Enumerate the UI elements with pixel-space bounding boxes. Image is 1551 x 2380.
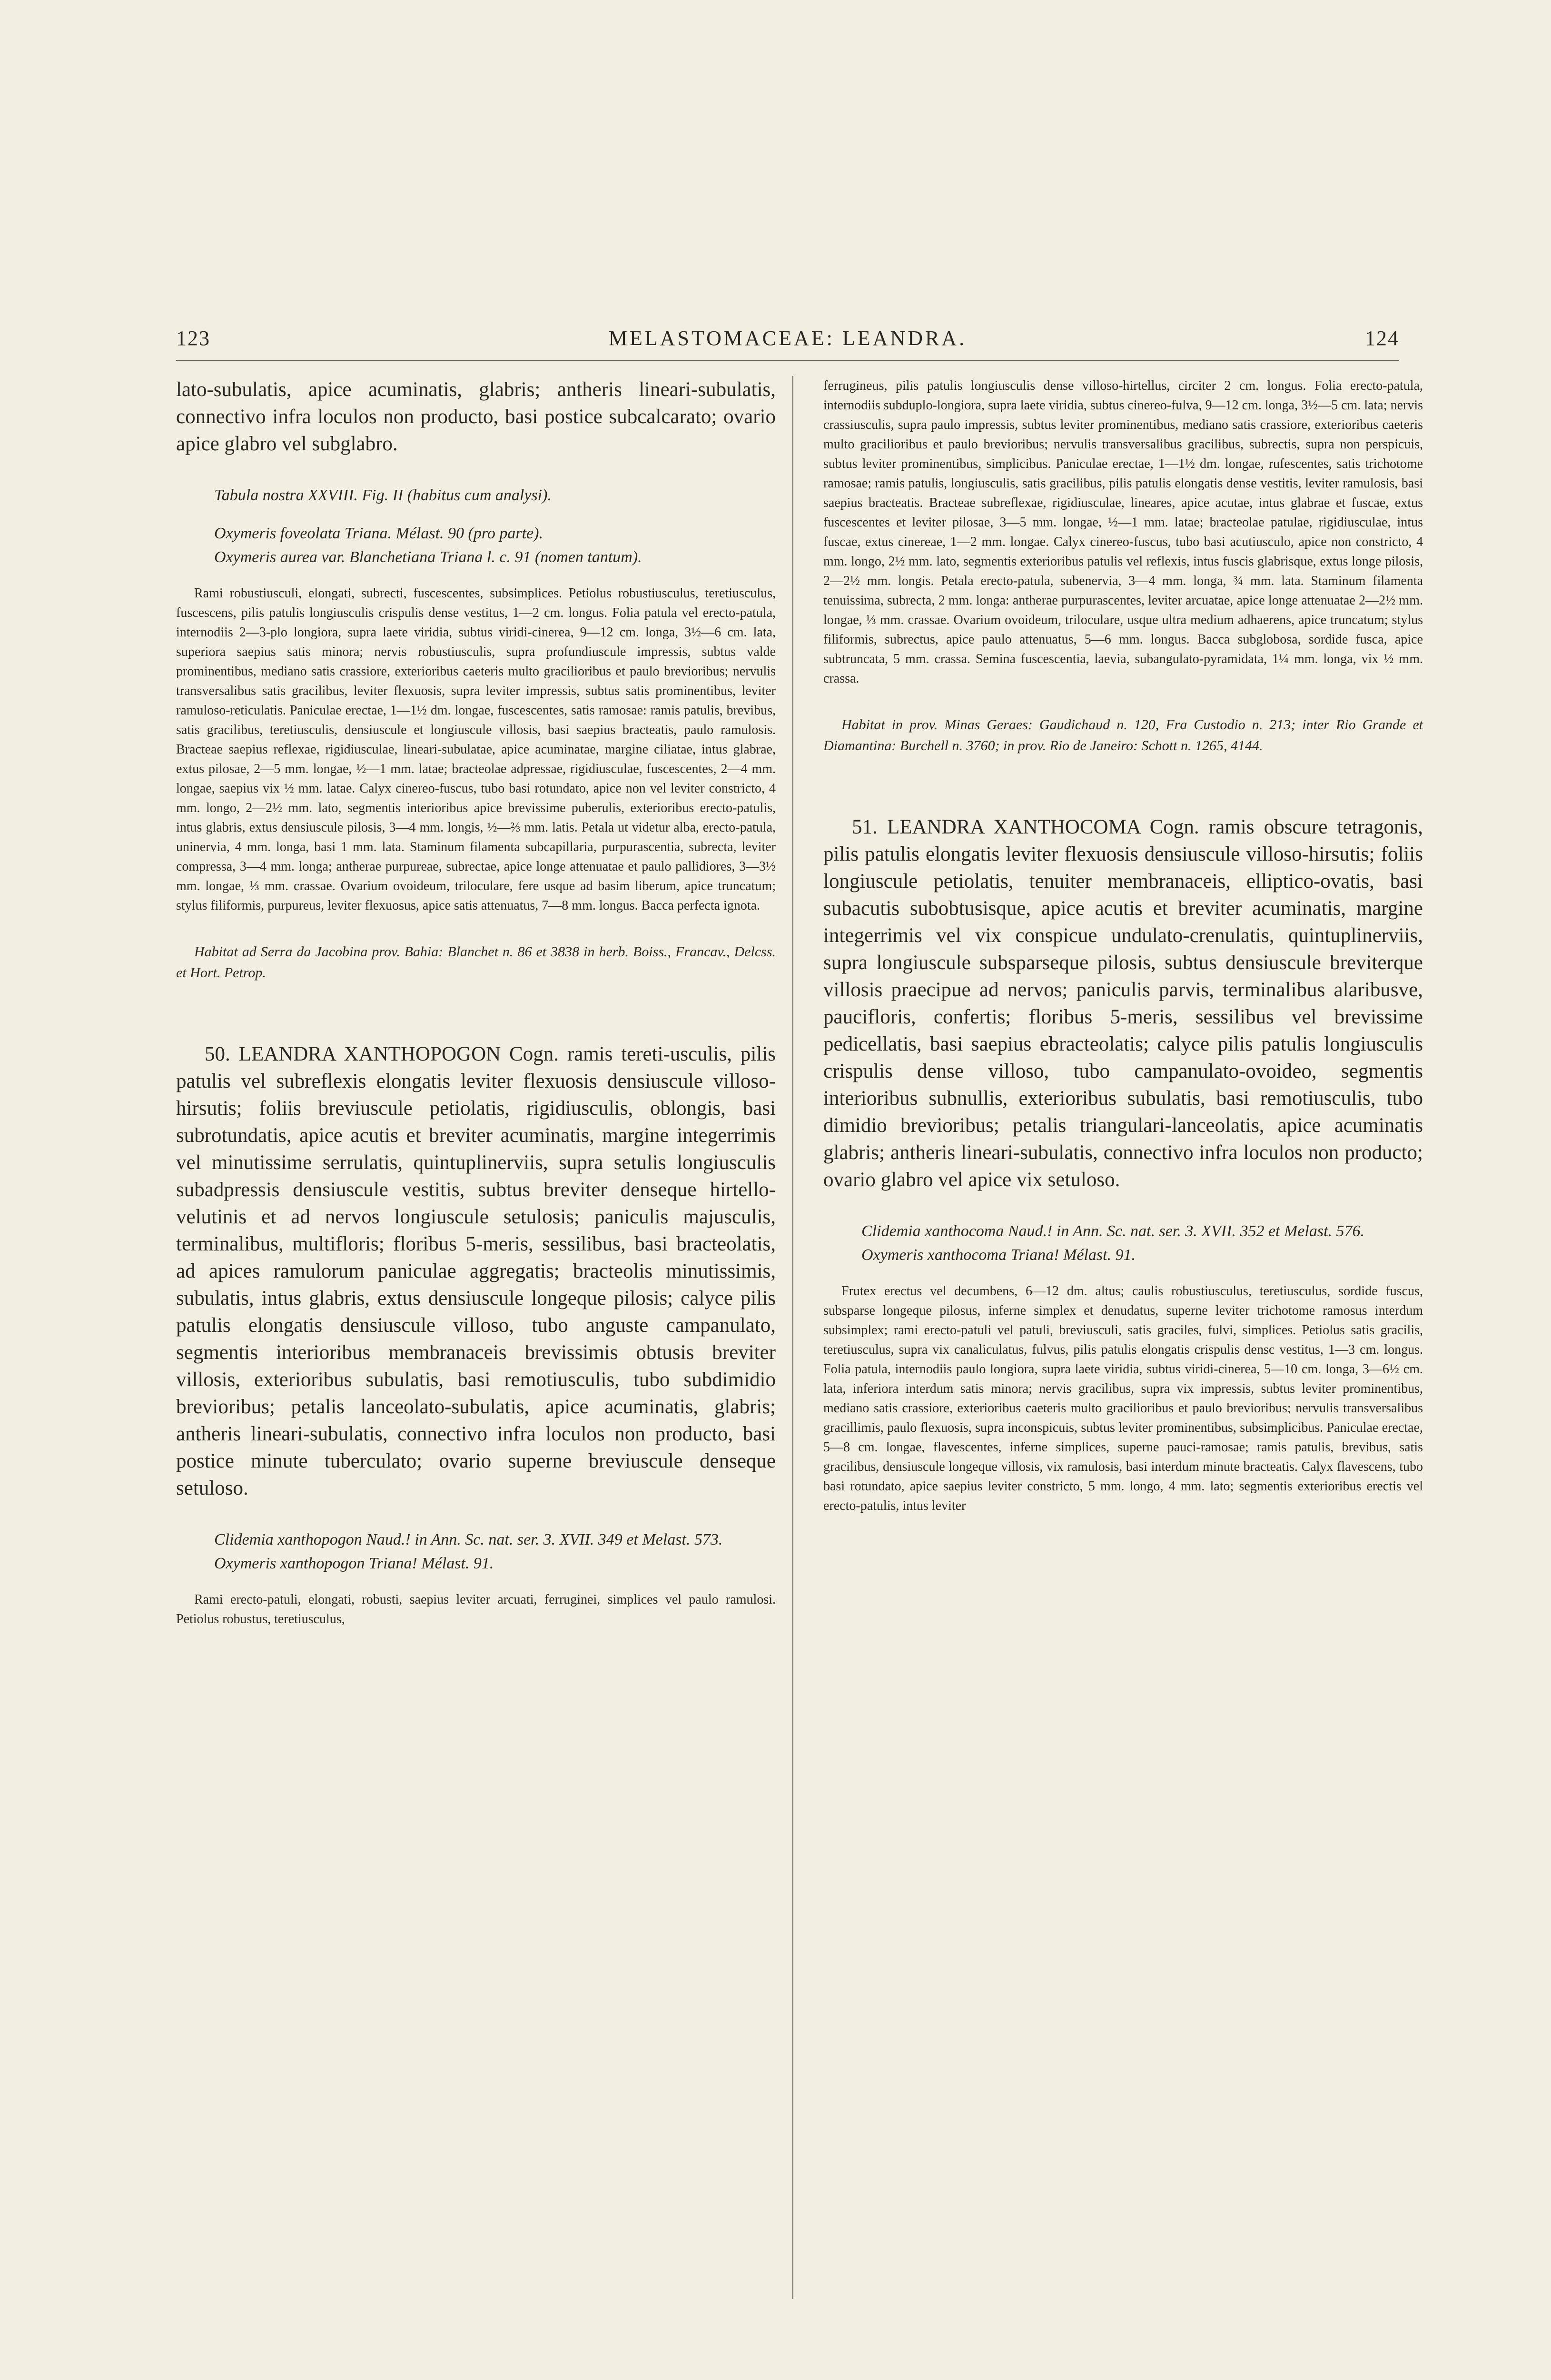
synonym-2: Oxymeris aurea var. Blanchetiana Triana l. c. 91 (nomen tantum). <box>214 548 642 566</box>
citation-51-a: Clidemia xanthocoma Naud.! in Ann. Sc. nat. ser. 3. XVII. 352 et Melast. 576. <box>861 1222 1365 1240</box>
plate-reference: Tabula nostra XXVIII. Fig. II (habitus cum analysi). <box>214 486 552 504</box>
continued-diagnosis: lato-subulatis, apice acuminatis, glabris; antheris lineari-subulatis, connectivo infra loculos non producto, basi postice subcalcarato; ovario apice glabro vel subglabro. <box>176 378 776 455</box>
page-number-left: 123 <box>176 327 210 350</box>
species-51-diagnosis: 51. LEANDRA XANTHOCOMA Cogn. ramis obscure tetragonis, pilis patulis elongatis leviter flexuosis densiuscule villoso-hirsutis; foliis longiuscule petiolatis, tenuiter membranaceis, elliptico-ovatis, basi subacutis subobtusisque, apice acutis et breviter acuminatis, margine integerrimis vel vix conspicue undulato-crenulatis, quintuplinerviis, supra longiuscule subsparseque pilosis, subtus densiuscule breviterque villosis praecipue ad nervos; paniculis parvis, terminalibus alaribusve, paucifloris, confertis; floribus 5-meris, sessilibus vel brevissime pedicellatis, basi saepius ebracteolatis; calyce pilis patulis longiusculis crispulis dense villoso, tubo campanulato-ovoideo, segmentis interioribus subnullis, exterioribus subulatis, basi remotiusculis, tubo dimidio brevioribus; petalis triangulari-lanceolatis, apice acuminatis glabris; antheris lineari-subulatis, connectivo infra loculos non producto; ovario glabro vel apice vix setuloso. <box>823 816 1423 1191</box>
column-divider <box>792 376 793 2299</box>
citation-51-b: Oxymeris xanthocoma Triana! Mélast. 91. <box>861 1246 1136 1264</box>
right-column <box>823 376 1423 1516</box>
running-head: MELASTOMACEAE: LEANDRA. <box>608 327 967 350</box>
header-rule <box>176 360 1399 361</box>
citation-50-b: Oxymeris xanthopogon Triana! Mélast. 91. <box>214 1555 494 1572</box>
page-number-right: 124 <box>1365 327 1399 350</box>
description-51: Frutex erectus vel decumbens, 6—12 dm. altus; caulis robustiusculus, teretiusculus, sordide fuscus, subsparse longeque pilosus, inferne simplex et denudatus, superne leviter trichotome ramosus interdum subsimplex; rami erecto-patuli vel patuli, breviusculi, satis graciles, fulvi, simplices. Petiolus satis gracilis, teretiusculus, supra vix canaliculatus, fulvus, pilis patulis elongatis crispulis densc vestitus, 1—3 cm. longus. Folia patula, internodiis paulo longiora, supra laete viridia, subtus viridi-cinerea, 5—10 cm. longa, 3—6½ cm. lata, inferiora interdum satis minora; nervis gracilibus, supra vix impressis, subtus leviter prominentibus, mediano satis crassiore, exterioribus caeteris multo gracilioribus et paulo brevioribus; nervulis transversalibus gracillimis, paulo flexuosis, supra inconspicuis, subtus leviter prominentibus, subsimplicibus. Paniculae erectae, 5—8 cm. longae, flavescentes, inferne simplices, superne pauci-ramosae; ramis patulis, brevibus, satis gracilibus, densiuscule longeque villosis, vix ramulosis, basi interdum minute bracteatis. Calyx flavescens, tubo basi rotundato, apice saepius leviter constricto, 5 mm. longo, 4 mm. lato; segmentis exterioribus erectis vel erecto-patulis, intus leviter <box>823 1284 1423 1513</box>
synonym-1: Oxymeris foveolata Triana. Mélast. 90 (pro parte). <box>214 525 543 542</box>
page-header <box>176 326 1399 355</box>
description-49: Rami robustiusculi, elongati, subrecti, fuscescentes, subsimplices. Petiolus robustiusculus, teretiusculus, fuscescens, pilis patulis longiusculis crispulis dense vestitus, 1—2 cm. longus. Folia patula vel erecto-patula, internodiis 2—3-plo longiora, supra laete viridia, subtus viridi-cinerea, 9—12 cm. longa, 3½—6 cm. lata, superiora saepius satis minora; nervis robustiusculis, supra profundiuscule impressis, subtus valde prominentibus, mediano satis crassiore, exterioribus caeteris multo gracilioribus et paulo brevioribus; nervulis transversalibus satis gracilibus, leviter flexuosis, supra leviter impressis, subtus satis prominentibus, leviter ramuloso-reticulatis. Paniculae erectae, 1—1½ dm. longae, fuscescentes, satis ramosae: ramis patulis, brevibus, satis gracilibus, teretiusculis, densiuscule et longiuscule villosis, basi saepius bracteatis, paulo ramulosis. Bracteae saepius reflexae, rigidiusculae, lineari-subulatae, apice acuminatae, margine ciliatae, intus glabrae, extus pilosae, 2—5 mm. longae, ½—1 mm. latae; bracteolae adpressae, rigidiusculae, fuscescentes, 2—4 mm. longae, saepius vix ½ mm. latae. Calyx cinereo-fuscus, tubo basi rotundato, apice non vel leviter constricto, 4 mm. longo, 2—2½ mm. lato, segmentis interioribus apice brevissime puberulis, exterioribus erecto-patulis, intus glabris, extus densiuscule pilosis, 3—4 mm. longis, ½—⅔ mm. latis. Petala ut videtur alba, erecto-patula, uninervia, 4 mm. longa, basi 1 mm. lata. Staminum filamenta subcapillaria, purpurascentia, subrecta, leviter compressa, 3—4 mm. longa; antherae purpureae, subrectae, apice longe attenuatae et paulo pallidiores, 3—3½ mm. longae, ⅓ mm. crassae. Ovarium ovoideum, triloculare, fere usque ad basim liberum, apice truncatum; stylus filiformis, purpureus, leviter flexuosus, apice satis attenuatus, 7—8 mm. longus. Bacca perfecta ignota. <box>176 586 776 913</box>
citation-50-a: Clidemia xanthopogon Naud.! in Ann. Sc. nat. ser. 3. XVII. 349 et Melast. 573. <box>214 1531 723 1548</box>
habitat-50: Habitat in prov. Minas Geraes: Gaudichaud n. 120, Fra Custodio n. 213; inter Rio Grande et Diamantina: Burchell n. 3760; in prov. Rio de Janeiro: Schott n. 1265, 4144. <box>823 717 1423 754</box>
left-column <box>176 376 776 1629</box>
species-50-diagnosis: 50. LEANDRA XANTHOPOGON Cogn. ramis tereti-usculis, pilis patulis vel subreflexis elongatis leviter flexuosis densiuscule villoso-hirsutis; foliis breviuscule petiolatis, rigidiusculis, oblongis, basi subrotundatis, apice acutis et breviter acuminatis, margine integerrimis vel minutissime serrulatis, quintuplinerviis, supra setulis longiusculis subadpressis densiuscule vestitis, subtus breviter denseque hirtello-velutinis et ad nervos longiuscule setulosis; paniculis majusculis, terminalibus, multifloris; floribus 5-meris, sessilibus, basi bracteolatis, ad apices ramulorum paniculae aggregatis; bracteolis minutissimis, subulatis, intus glabris, extus densiuscule longeque pilosis; calyce pilis patulis elongatis densiuscule villoso, tubo anguste campanulato, segmentis interioribus membranaceis brevissimis obtusis breviter villosis, exterioribus subulatis, basi remotiusculis, tubo subdimidio brevioribus; petalis lanceolato-subulatis, apice acuminatis, glabris; antheris lineari-subulatis, connectivo infra loculos non producto, basi postice minute tuberculato; ovario superne breviuscule denseque setuloso. <box>176 1043 776 1499</box>
description-50-continued: ferrugineus, pilis patulis longiusculis dense villoso-hirtellus, circiter 2 cm. longus. Folia erecto-patula, internodiis subduplo-longiora, supra laete viridia, subtus cinereo-fulva, 9—12 cm. longa, 3½—5 cm. lata; nervis crassiusculis, supra paulo impressis, subtus leviter prominentibus, mediano satis crassiore, exterioribus caeteris multo gracilioribus et paulo brevioribus; nervulis transversalibus gracilibus, subrectis, supra non perspicuis, subtus leviter prominentibus, simplicibus. Paniculae erectae, 1—1½ dm. longae, rufescentes, satis trichotome ramosae; ramis patulis, longiusculis, satis gracilibus, pilis patulis elongatis dense vestitis, leviter ramulosis, basi saepius bracteatis. Bracteae subreflexae, rigidiusculae, lineares, apice acutae, intus glabrae et fuscae, extus fuscescentes et leviter pilosae, 3—5 mm. longae, ½—1 mm. latae; bracteolae patulae, rigidiusculae, intus fuscae, extus cinereae, 1—2 mm. longae. Calyx cinereo-fuscus, tubo basi acutiusculo, apice non constricto, 4 mm. longo, 2½ mm. lato, segmentis exterioribus patulis vel reflexis, intus fuscis glabrisque, extus longe pilosis, 2—2½ mm. longis. Petala erecto-patula, subenervia, 3—4 mm. longa, ¾ mm. lata. Staminum filamenta tenuissima, subrecta, 2 mm. longa: antherae purpurascentes, leviter arcuatae, apice longe attenuatae 2—2½ mm. longae, ⅓ mm. crassae. Ovarium ovoideum, triloculare, usque ultra medium adhaerens, apice truncatum; stylus filiformis, subrectus, apice paulo attenuatus, 5—6 mm. longus. Bacca subglobosa, sordide fusca, apice subtruncata, 5 mm. crassa. Semina fuscescentia, laevia, subangulato-pyramidata, 1¼ mm. longa, vix ½ mm. crassa. <box>823 378 1423 686</box>
description-50: Rami erecto-patuli, elongati, robusti, saepius leviter arcuati, ferruginei, simplices vel paulo ramulosi. Petiolus robustus, teretiusculus, <box>176 1592 776 1626</box>
habitat-49: Habitat ad Serra da Jacobina prov. Bahia: Blanchet n. 86 et 3838 in herb. Boiss., Francav., Delcss. et Hort. Petrop. <box>176 944 776 981</box>
